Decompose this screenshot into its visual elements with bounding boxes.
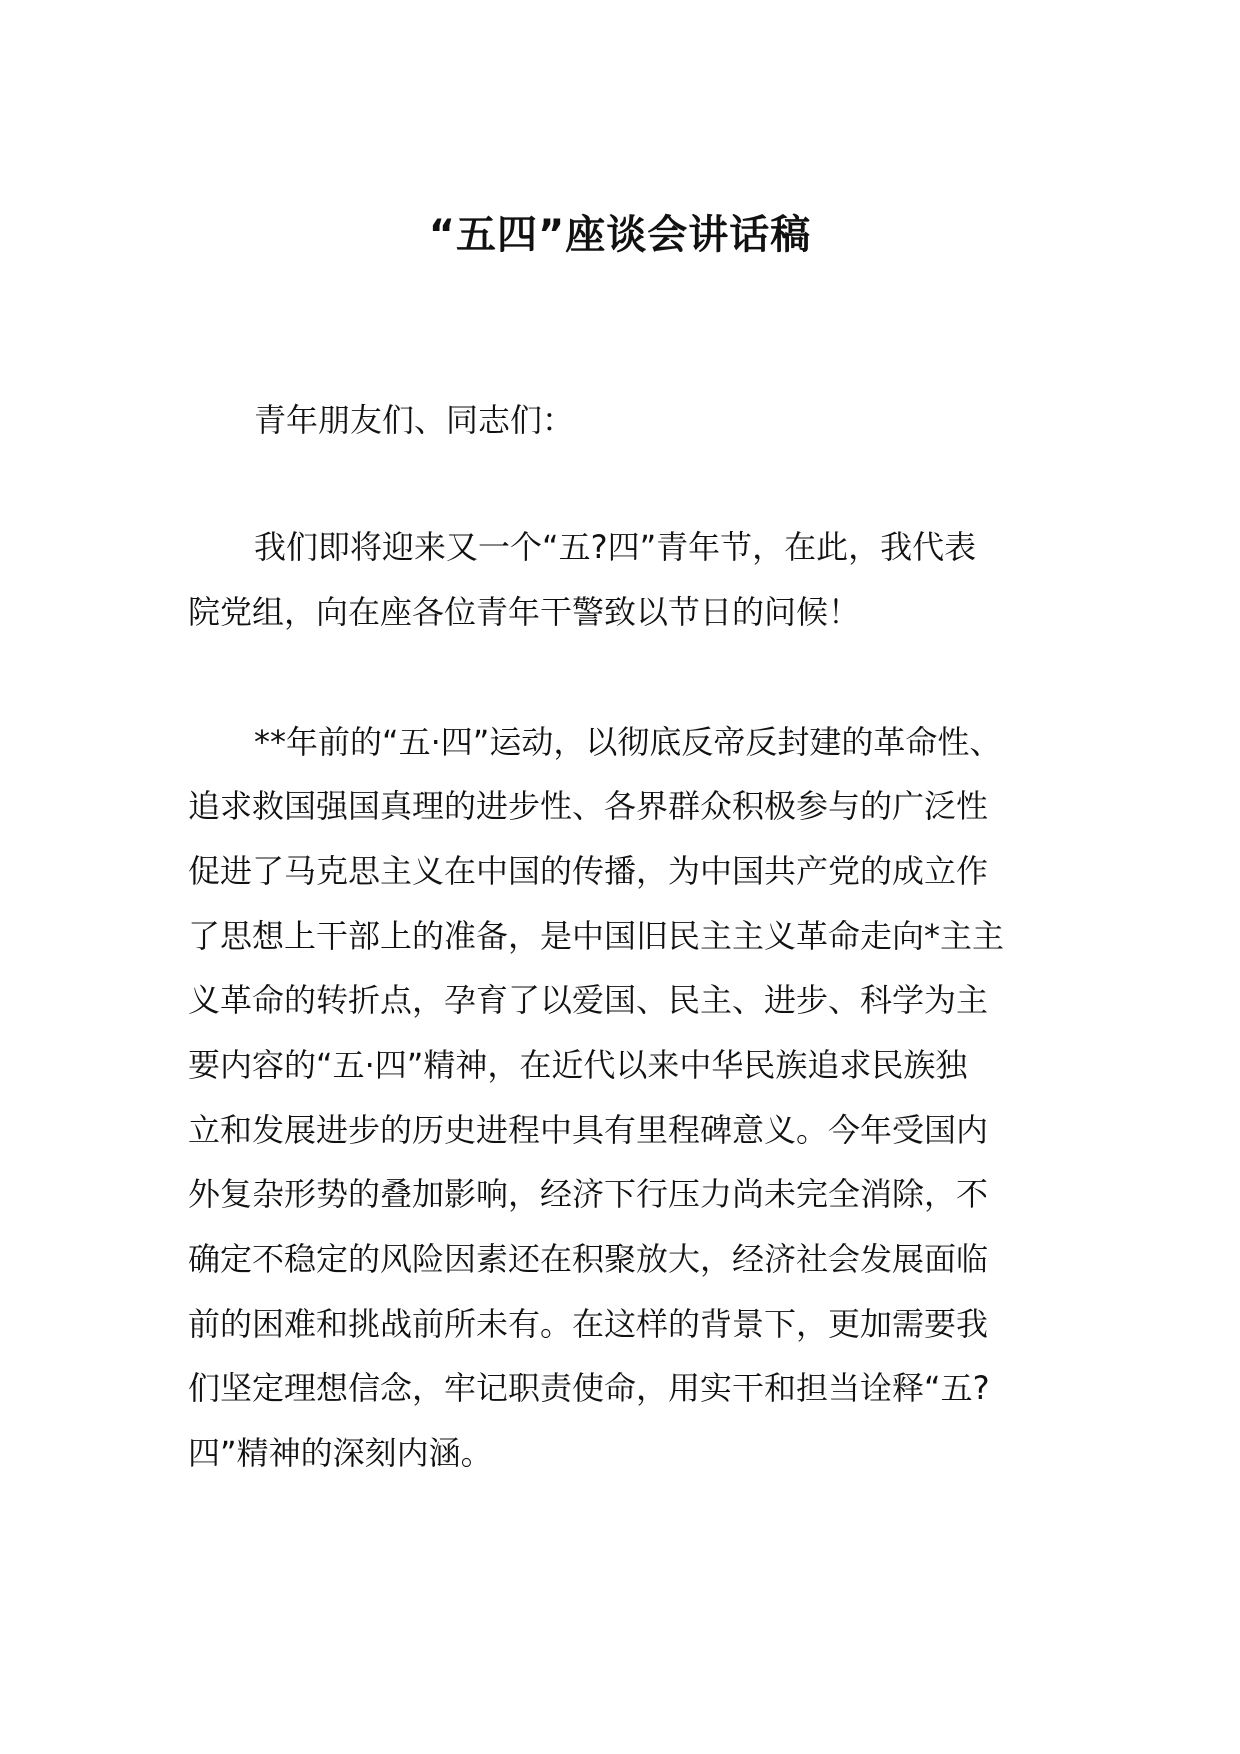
paragraph-2-line: 四”精神的深刻内涵。	[188, 1434, 493, 1472]
paragraph-2-line: 追求救国强国真理的进步性、各界群众积极参与的广泛性	[188, 787, 989, 825]
paragraph-2-line: 外复杂形势的叠加影响，经济下行压力尚未完全消除，不	[188, 1175, 989, 1213]
paragraph-2-line: 确定不稳定的风险因素还在积聚放大，经济社会发展面临	[188, 1240, 989, 1278]
paragraph-2-line: **年前的“五·四”运动，以彻底反帝反封建的革命性、	[254, 723, 1002, 761]
paragraph-1-line: 我们即将迎来又一个“五?四”青年节，在此，我代表	[254, 528, 977, 566]
paragraph-2-line: 们坚定理想信念，牢记职责使命，用实干和担当诠释“五?	[188, 1369, 990, 1407]
paragraph-2-line: 前的困难和挑战前所未有。在这样的背景下，更加需要我	[188, 1305, 989, 1343]
paragraph-2-line: 促进了马克思主义在中国的传播，为中国共产党的成立作	[188, 852, 989, 890]
paragraph-2-line: 义革命的转折点，孕育了以爱国、民主、进步、科学为主	[188, 981, 989, 1019]
salutation: 青年朋友们、同志们：	[254, 401, 575, 439]
paragraph-2-line: 要内容的“五·四”精神，在近代以来中华民族追求民族独	[188, 1046, 968, 1084]
paragraph-1-line: 院党组，向在座各位青年干警致以节日的问候！	[188, 593, 861, 631]
paragraph-2-line: 立和发展进步的历史进程中具有里程碑意义。今年受国内	[188, 1111, 989, 1149]
document-title: “五四”座谈会讲话稿	[428, 212, 812, 258]
paragraph-2-line: 了思想上干部上的准备，是中国旧民主主义革命走向*主主	[188, 917, 1005, 955]
